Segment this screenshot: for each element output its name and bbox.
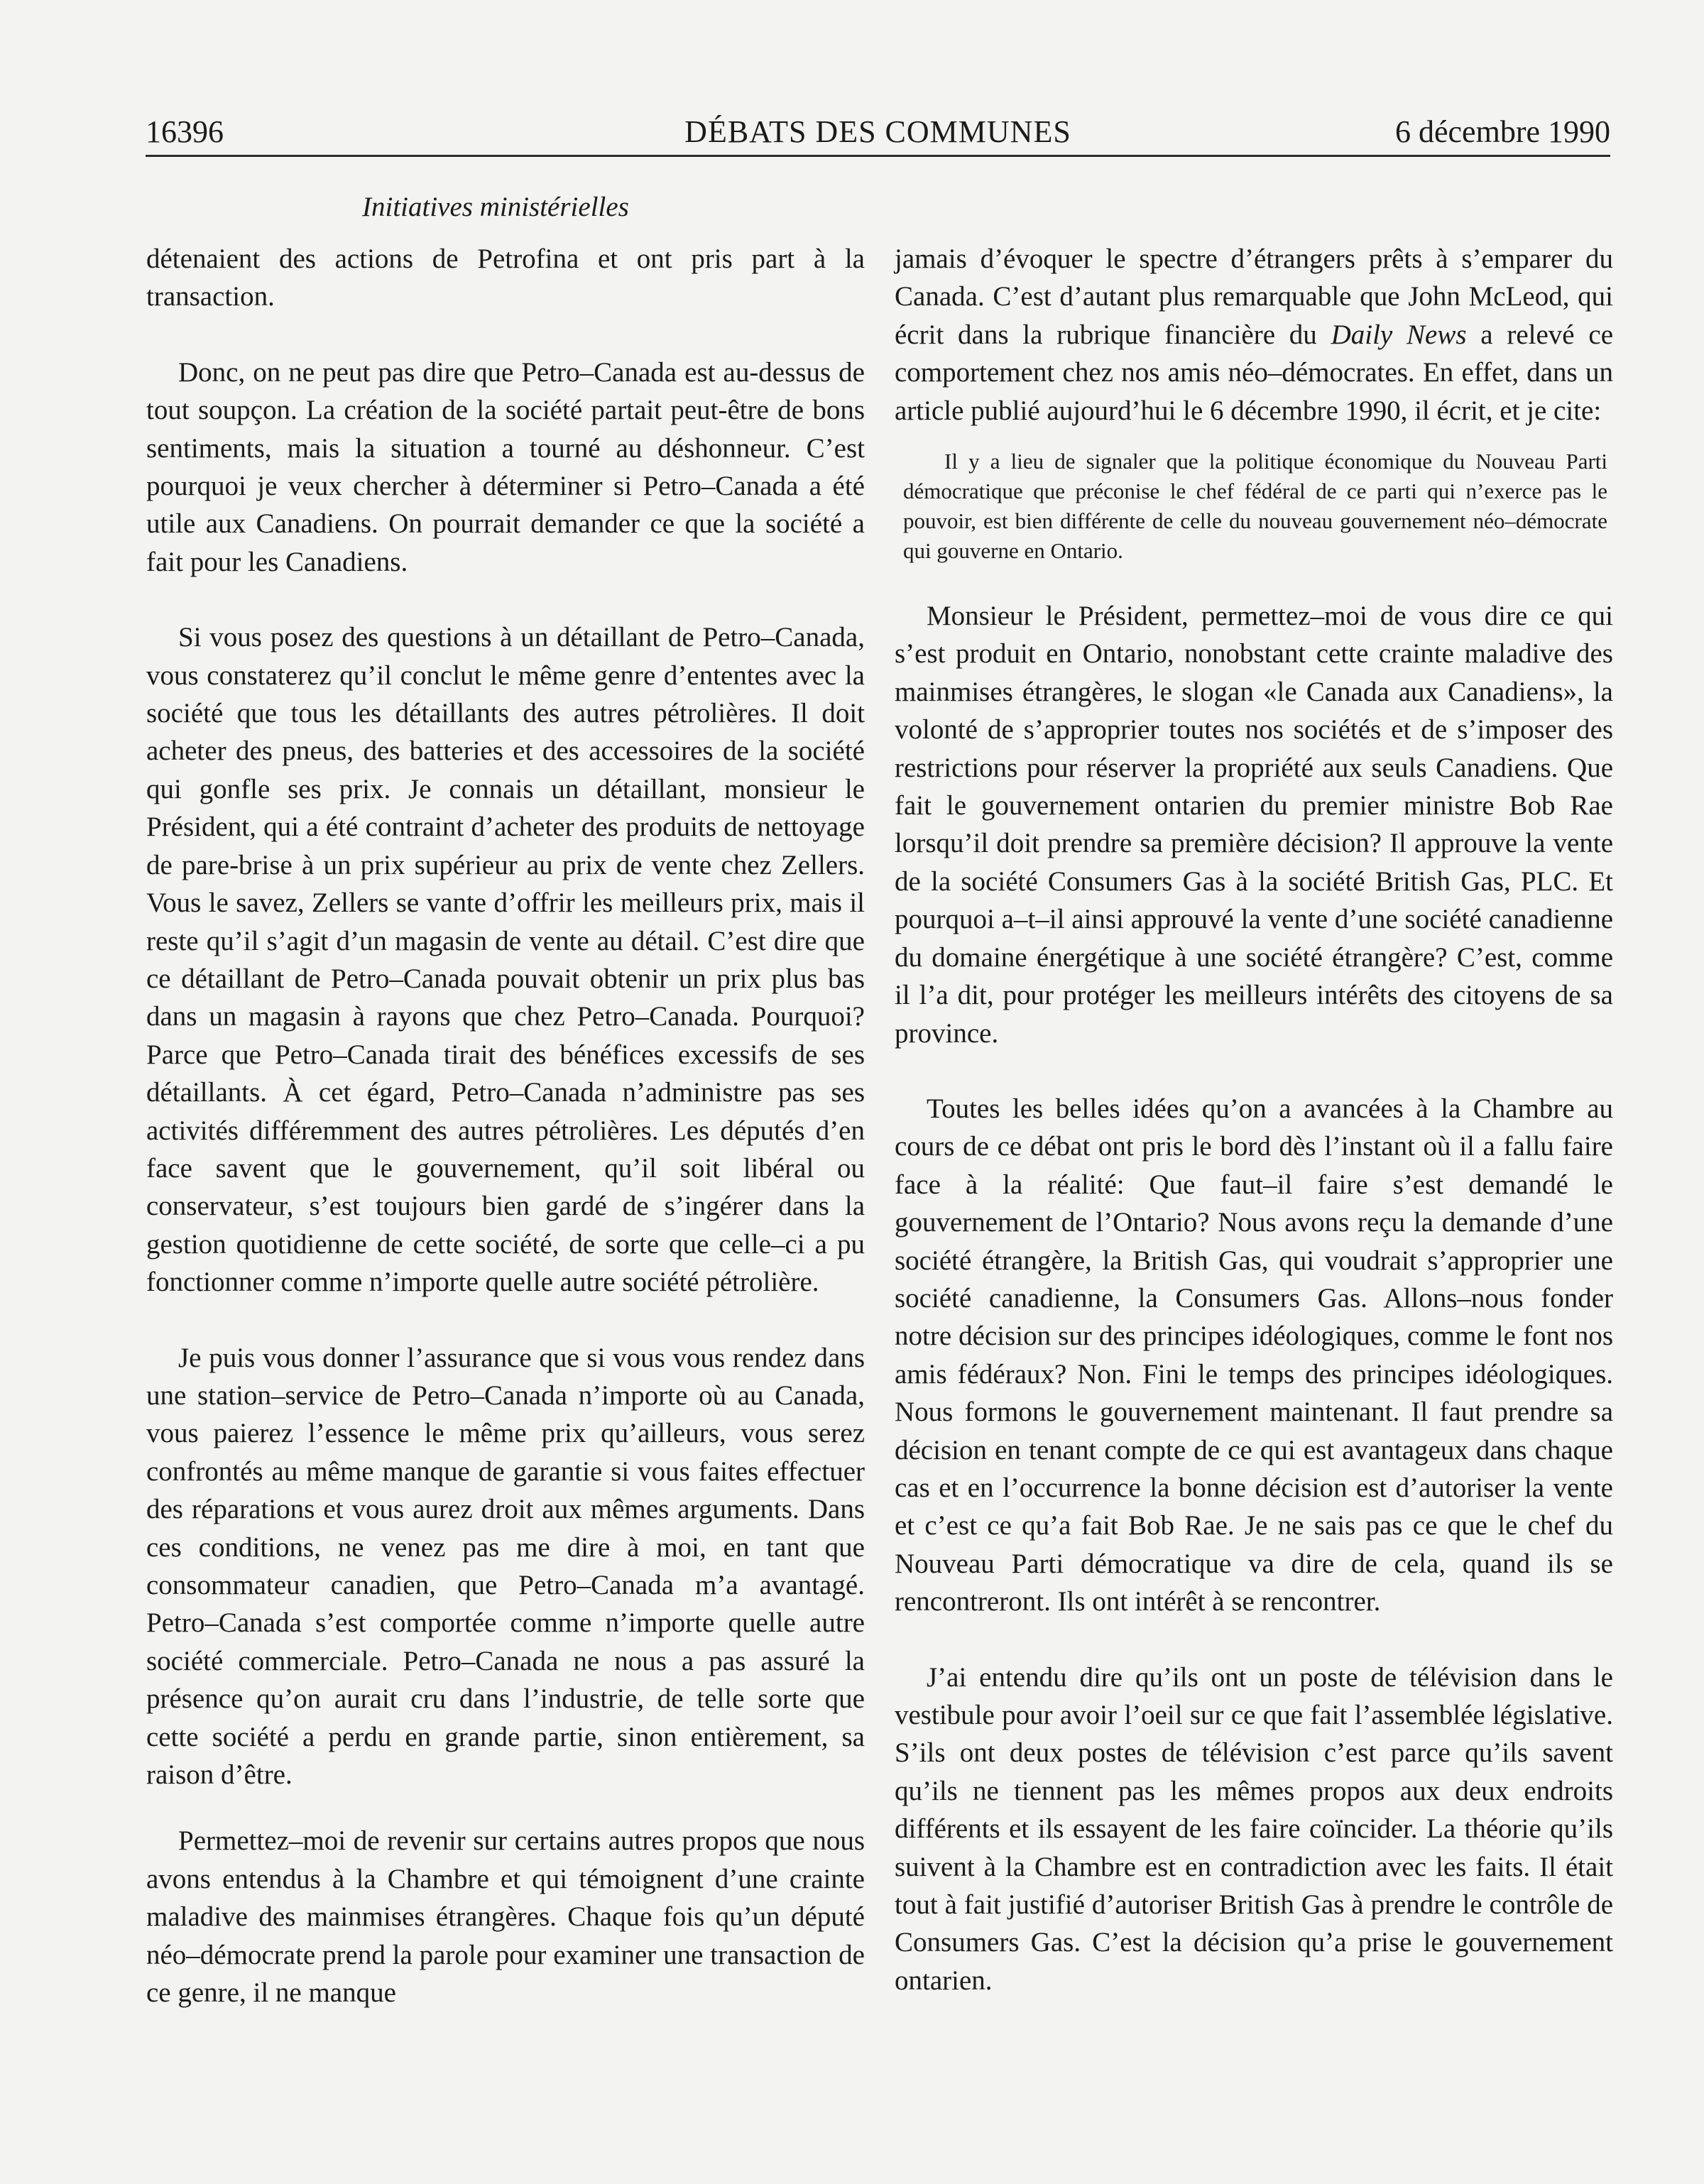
paragraph: J’ai entendu dire qu’ils ont un poste de télévision dans le vestibule pour avoir l’oeil sur ce que fait l’assemblée législative. S’ils ont deux postes de télévision c’est parce qu’ils savent qu’ils ne tiennent pas les mêmes propos aux deux endroits différents et ils essayent de les faire coïncider. La théorie qu’ils suivent à la Chambre est en contradiction avec les faits. Il était tout à fait justifié d’autoriser British Gas à prendre le contrôle de Consumers Gas. C’est la décision qu’a prise le gouvernement ontarien.	[895, 1661, 1613, 1996]
paragraph: Si vous posez des questions à un détaillant de Petro–Canada, vous constaterez qu’il conclut le même genre d’ententes avec la société que tous les détaillants des autres pétrolières. Il doit acheter des pneus, des batteries et des accessoires de la société qui gonfle ses prix. Je connais un détaillant, monsieur le Président, qui a été contraint d’acheter des produits de nettoyage de pare-brise à un prix supérieur au prix de vente chez Zellers. Vous le savez, Zellers se vante d’offrir les meilleurs prix, mais il reste qu’il s’agit d’un magasin de vente au détail. C’est dire que ce détaillant de Petro–Canada pouvait obtenir un prix plus bas dans un magasin à rayons que chez Petro–Canada. Pourquoi? Parce que Petro–Canada tirait des bénéfices excessifs de ses détaillants. À cet égard, Petro–Canada n’administre pas ses activités différemment des autres pétrolières. Les députés d’en face savent que le gouvernement, qu’il soit libéral ou conservateur, s’est toujours bien gardé de s’ingérer dans la gestion quotidienne de cette société, de sorte que celle–ci a pu fonctionner comme n’importe quelle autre société pétrolière.	[146, 622, 865, 1298]
left-column	[146, 240, 865, 2011]
text-run: jamais d’évoquer le spectre d’étrangers prêts à s’emparer du Canada. C’est d’autant plus remarquable que John McLeod, qui écrit dans la rubrique financière du	[895, 244, 1613, 350]
publication-title: DÉBATS DES COMMUNES	[684, 114, 1071, 149]
page-number: 16396	[146, 114, 224, 149]
paragraph: détenaient des actions de Petrofina et ont pris part à la transaction.	[146, 244, 865, 312]
page-header	[146, 111, 1610, 153]
newspaper-name-italic: Daily	[1331, 319, 1393, 350]
right-column	[895, 240, 1613, 1999]
newspaper-name-italic: News	[1407, 319, 1467, 350]
publication-date: 6 décembre 1990	[1395, 114, 1610, 149]
paragraph: Donc, on ne peut pas dire que Petro–Canada est au-dessus de tout soupçon. La création de la société partait peut-être de bons sentiments, mais la situation a tourné au déshonneur. C’est pourquoi je veux chercher à déterminer si Petro–Canada a été utile aux Canadiens. On pourrait demander ce que la société a fait pour les Canadiens.	[146, 356, 865, 577]
paragraph: Je puis vous donner l’assurance que si vous vous rendez dans une station–service de Petro–Canada n’importe où au Canada, vous paierez l’essence le même prix qu’ailleurs, vous serez confrontés au même manque de garantie si vous faites effectuer des réparations et vous aurez droit aux mêmes arguments. Dans ces conditions, ne venez pas me dire à moi, en tant que consommateur canadien, que Petro–Canada m’a avantagé. Petro–Canada s’est comportée comme n’importe quelle autre société commerciale. Petro–Canada ne nous a pas assuré la présence qu’on aurait cru dans l’industrie, de telle sorte que cette société a perdu en grande partie, sinon entièrement, sa raison d’être.	[146, 1342, 865, 1791]
paragraph: Monsieur le Président, permettez–moi de vous dire ce qui s’est produit en Ontario, nonobstant cette crainte maladive des mainmises étrangères, le slogan «le Canada aux Canadiens», la volonté de s’approprier toutes nos sociétés et de s’imposer des restrictions pour réserver la propriété aux seuls Canadiens. Que fait le gouvernement ontarien du premier ministre Bob Rae lorsqu’il doit prendre sa première décision? Il approuve la vente de la société Consumers Gas à la société British Gas, PLC. Et pourquoi a–t–il ainsi approuvé la vente d’une société canadienne du domaine énergétique à une société étrangère? C’est, comme il l’a dit, pour protéger les meilleurs intérêts des citoyens de sa province.	[895, 601, 1613, 1049]
section-label: Initiatives ministérielles	[362, 192, 629, 222]
block-quote: Il y a lieu de signaler que la politique économique du Nouveau Parti démocratique que préconise le chef fédéral de ce parti qui n’exerce pas le pouvoir, est bien différente de celle du nouveau gouvernement néo–démocrate qui gouverne en Ontario.	[903, 449, 1607, 564]
paragraph: Toutes les belles idées qu’on a avancées à la Chambre au cours de ce débat ont pris le bord dès l’instant où il a fallu faire face à la réalité: Que faut–il faire s’est demandé le gouvernement de l’Ontario? Nous avons reçu la demande d’une société étrangère, la British Gas, qui voudrait s’approprier une société canadienne, la Consumers Gas. Allons–nous fonder notre décision sur des principes idéologiques, comme le font nos amis fédéraux? Non. Fini le temps des principes idéologiques. Nous formons le gouvernement maintenant. Il faut prendre sa décision en tenant compte de ce qui est avantageux dans chaque cas et en l’occurrence la bonne décision est d’autoriser la vente et c’est ce qu’a fait Bob Rae. Je ne sais pas ce que le chef du Nouveau Parti démocratique va dire de cela, quand ils se rencontreront. Ils ont intérêt à se rencontrer.	[895, 1093, 1613, 1617]
paragraph	[895, 240, 1613, 430]
header-rule	[146, 155, 1610, 157]
text-run	[1392, 320, 1407, 350]
paragraph: Permettez–moi de revenir sur certains autres propos que nous avons entendus à la Chambre et qui témoignent d’une crainte maladive des mainmises étrangères. Chaque fois qu’un député néo–démocrate prend la parole pour examiner une transaction de ce genre, il ne manque	[146, 1825, 865, 2009]
text-run: a relevé ce comportement chez nos amis néo–démocrates. En effet, dans un article publié aujourd’hui le 6 décembre 1990, il écrit, et je cite:	[895, 319, 1614, 426]
